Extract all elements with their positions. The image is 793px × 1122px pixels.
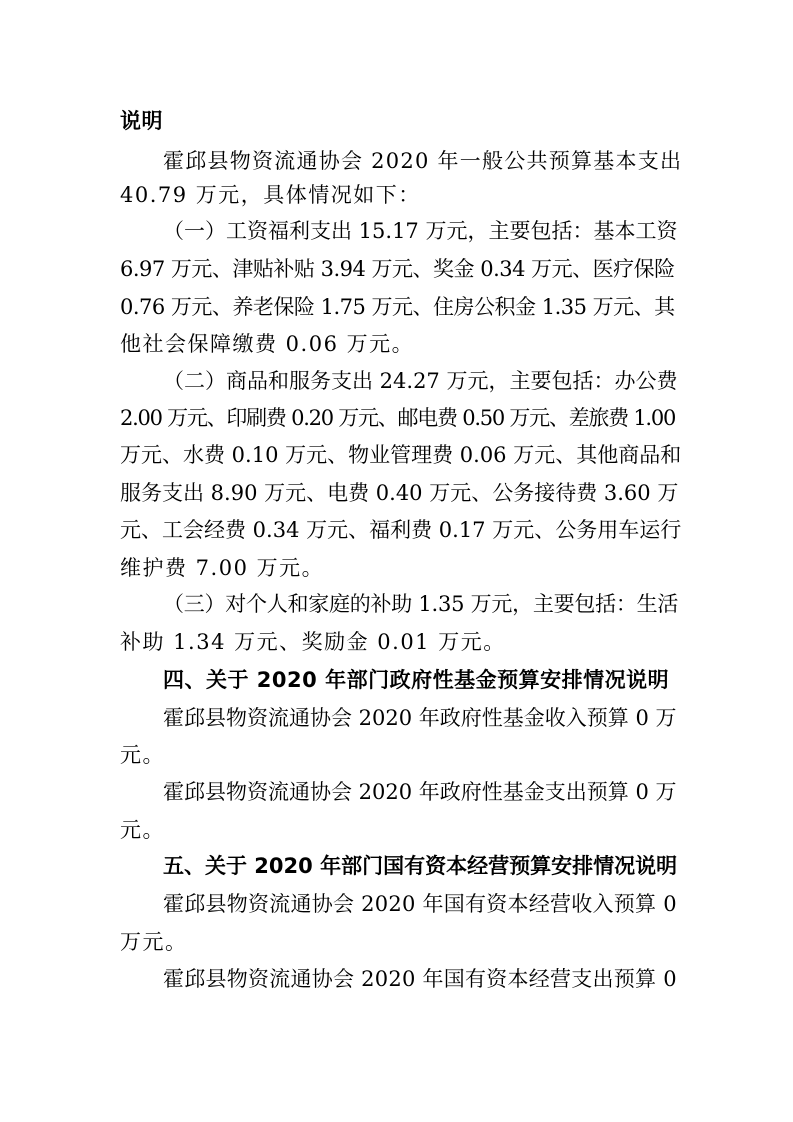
goods-services-line-4: 服务支出 8.90 万元、电费 0.40 万元、公务接待费 3.60 万 — [120, 481, 679, 505]
goods-services-line-2: 2.00 万元、印刷费 0.20 万元、邮电费 0.50 万元、差旅费 1.00 — [120, 406, 676, 430]
wage-welfare-line-4: 他社会保障缴费 0.06 万元。 — [120, 332, 415, 356]
goods-services-line-5: 元、工会经费 0.34 万元、福利费 0.17 万元、公务用车运行 — [120, 518, 682, 542]
gov-fund-expense-line-1: 霍邱县物资流通协会 2020 年政府性基金支出预算 0 万 — [163, 780, 677, 804]
section-heading: 说明 — [120, 109, 163, 133]
goods-services-line-1: （二）商品和服务支出 24.27 万元，主要包括：办公费 — [163, 369, 678, 393]
wage-welfare-line-2: 6.97 万元、津贴补贴 3.94 万元、奖金 0.34 万元、医疗保险 — [120, 257, 675, 281]
state-capital-expense-line-1: 霍邱县物资流通协会 2020 年国有资本经营支出预算 0 — [163, 967, 677, 991]
state-capital-income-line-1: 霍邱县物资流通协会 2020 年国有资本经营收入预算 0 — [163, 892, 677, 916]
gov-fund-expense-line-2: 元。 — [120, 818, 165, 842]
goods-services-line-6: 维护费 7.00 万元。 — [120, 556, 325, 580]
gov-fund-income-line-2: 元。 — [120, 743, 165, 767]
section-5-heading: 五、关于 2020 年部门国有资本经营预算安排情况说明 — [163, 854, 678, 878]
subsidy-line-1: （三）对个人和家庭的补助 1.35 万元，主要包括：生活 — [163, 592, 679, 616]
goods-services-line-3: 万元、水费 0.10 万元、物业管理费 0.06 万元、其他商品和 — [120, 443, 682, 467]
intro-line-2: 40.79 万元，具体情况如下： — [120, 183, 421, 207]
subsidy-line-2: 补助 1.34 万元、奖励金 0.01 万元。 — [120, 630, 506, 654]
gov-fund-income-line-1: 霍邱县物资流通协会 2020 年政府性基金收入预算 0 万 — [163, 706, 677, 730]
wage-welfare-line-3: 0.76 万元、养老保险 1.75 万元、住房公积金 1.35 万元、其 — [120, 295, 675, 319]
wage-welfare-line-1: （一）工资福利支出 15.17 万元，主要包括：基本工资 — [163, 219, 678, 243]
section-4-heading: 四、关于 2020 年部门政府性基金预算安排情况说明 — [163, 668, 670, 692]
intro-line-1: 霍邱县物资流通协会 2020 年一般公共预算基本支出 — [163, 149, 683, 173]
state-capital-income-line-2: 万元。 — [120, 930, 188, 954]
